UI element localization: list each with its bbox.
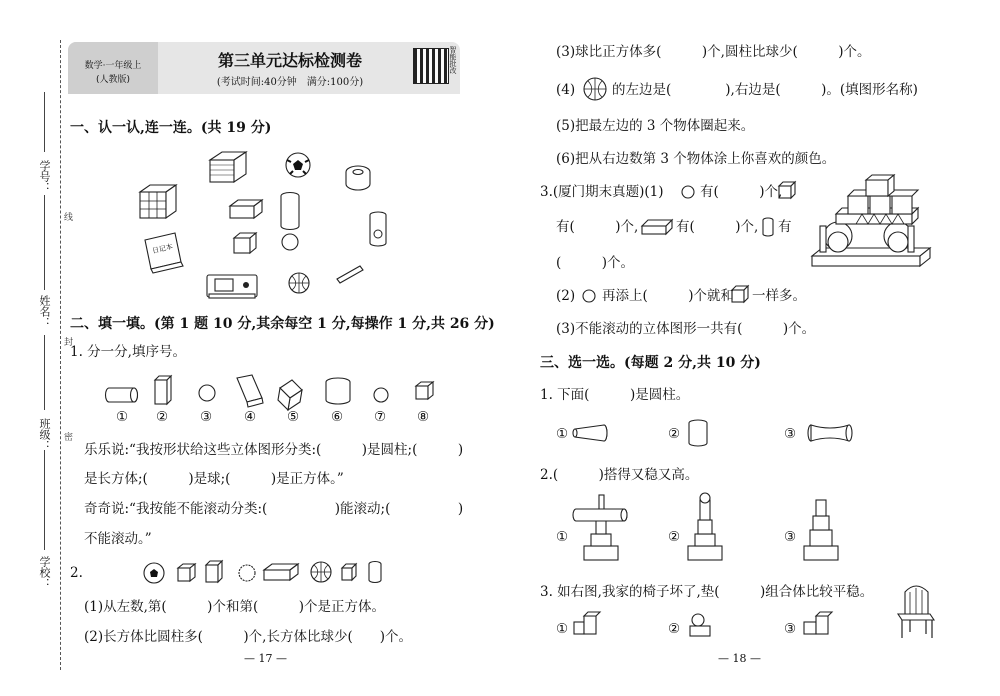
mark-line: 线 xyxy=(64,213,74,223)
c3-option-1[interactable]: ① xyxy=(556,621,569,637)
q2-part-1: (1)从左数,第( )个和第( )个是正方体。 xyxy=(84,599,385,615)
student-id-label: 学号： xyxy=(38,160,51,193)
q3-text-cuboid: 有( )个, xyxy=(676,219,759,235)
page-number-right: — 18 — xyxy=(718,652,761,665)
c2-option-3[interactable]: ③ xyxy=(784,529,797,545)
section-1-title: 一、认一认,连一连。(共 19 分) xyxy=(70,120,272,136)
q1-label-1: ① xyxy=(116,409,129,425)
choice-question-3: 3. 如右图,我家的椅子坏了,垫( )组合体比较平稳。 xyxy=(540,584,874,600)
q2-part-6: (6)把从右边数第 3 个物体涂上你喜欢的颜色。 xyxy=(556,151,836,167)
name-label: 姓名： xyxy=(38,295,51,328)
q1-label-6: ⑥ xyxy=(331,409,344,425)
cube-pair-icon xyxy=(574,612,600,634)
q1-label-2: ② xyxy=(156,409,169,425)
q1-label-4: ④ xyxy=(244,409,257,425)
q3-text-cube: 有( )个, xyxy=(556,219,639,235)
exam-info: (考试时间:40分钟 满分:100分) xyxy=(216,77,364,88)
q3-part-2-prefix: (2) xyxy=(556,288,576,304)
q1-label-3: ③ xyxy=(200,409,213,425)
mark-secret: 密 xyxy=(64,433,74,443)
q2-part-2: (2)长方体比圆柱多( )个,长方体比球少( )个。 xyxy=(84,629,412,645)
page-title: 第三单元达标检测卷 xyxy=(217,51,362,70)
question-1: 1. 分一分,填序号。 xyxy=(70,344,186,360)
diary-label: 日记本 xyxy=(151,242,174,256)
q1-qiqi-line2: 不能滚动。” xyxy=(84,531,152,547)
broken-chair-icon xyxy=(898,586,934,638)
q3-part-2-end: 一样多。 xyxy=(752,288,806,304)
cuboid-stack-icon xyxy=(804,612,832,634)
class-label: 班级： xyxy=(38,418,51,451)
grade-tag-line1: 数学·一年级上 xyxy=(84,61,142,71)
q1-label-8: ⑧ xyxy=(417,409,430,425)
q1-lele-line2: 是长方体;( )是球;( )是正方体。” xyxy=(84,471,344,487)
section-2-title: 二、填一填。(第 1 题 10 分,其余每空 1 分,每操作 1 分,共 26 分) xyxy=(70,316,495,332)
ball-on-cube-icon xyxy=(690,614,710,636)
c1-option-2[interactable]: ② xyxy=(668,426,681,442)
choice-question-2: 2.( )搭得又稳又高。 xyxy=(540,467,699,483)
qr-label: 智能批改 xyxy=(449,46,457,74)
c3-option-3[interactable]: ③ xyxy=(784,621,797,637)
q2-part-5: (5)把最左边的 3 个物体圈起来。 xyxy=(556,118,755,134)
c3-option-2[interactable]: ② xyxy=(668,621,681,637)
question-2: 2. xyxy=(70,565,83,581)
section-3-title: 三、选一选。(每题 2 分,共 10 分) xyxy=(540,355,761,371)
page-number-left: — 17 — xyxy=(244,652,287,665)
q1-label-7: ⑦ xyxy=(374,409,387,425)
q1-label-5: ⑤ xyxy=(287,409,300,425)
c2-option-2[interactable]: ② xyxy=(668,529,681,545)
q2-part-3: (3)球比正方体多( )个,圆柱比球少( )个。 xyxy=(556,44,871,60)
q3-heading: 3.(厦门期末真题)(1) xyxy=(540,184,664,200)
choice-question-1: 1. 下面( )是圆柱。 xyxy=(540,387,690,403)
mark-seal: 封 xyxy=(64,338,74,348)
q3-text-cylinder: 有 xyxy=(778,219,792,235)
q3-text-count: ( )个。 xyxy=(556,255,635,271)
q1-qiqi-line1: 奇奇说:“我按能不能滚动分类:( )能滚动;( ) xyxy=(84,501,464,517)
q3-part-2-text: 再添上( )个就和 xyxy=(602,288,735,304)
q2-part-4-text: 的左边是( ),右边是( )。(填图形名称) xyxy=(612,82,918,98)
school-label: 学校： xyxy=(38,556,51,589)
c1-option-3[interactable]: ③ xyxy=(784,426,797,442)
q3-text-circle: 有( )个, xyxy=(700,184,783,200)
c1-option-1[interactable]: ① xyxy=(556,426,569,442)
c2-option-1[interactable]: ① xyxy=(556,529,569,545)
q2-part-4-prefix: (4) xyxy=(556,82,576,98)
grade-tag-line2: (人教版) xyxy=(95,75,131,85)
q3-part-3: (3)不能滚动的立体图形一共有( )个。 xyxy=(556,321,816,337)
q1-lele-line1: 乐乐说:“我按形状给这些立体图形分类:( )是圆柱;( ) xyxy=(84,442,464,458)
